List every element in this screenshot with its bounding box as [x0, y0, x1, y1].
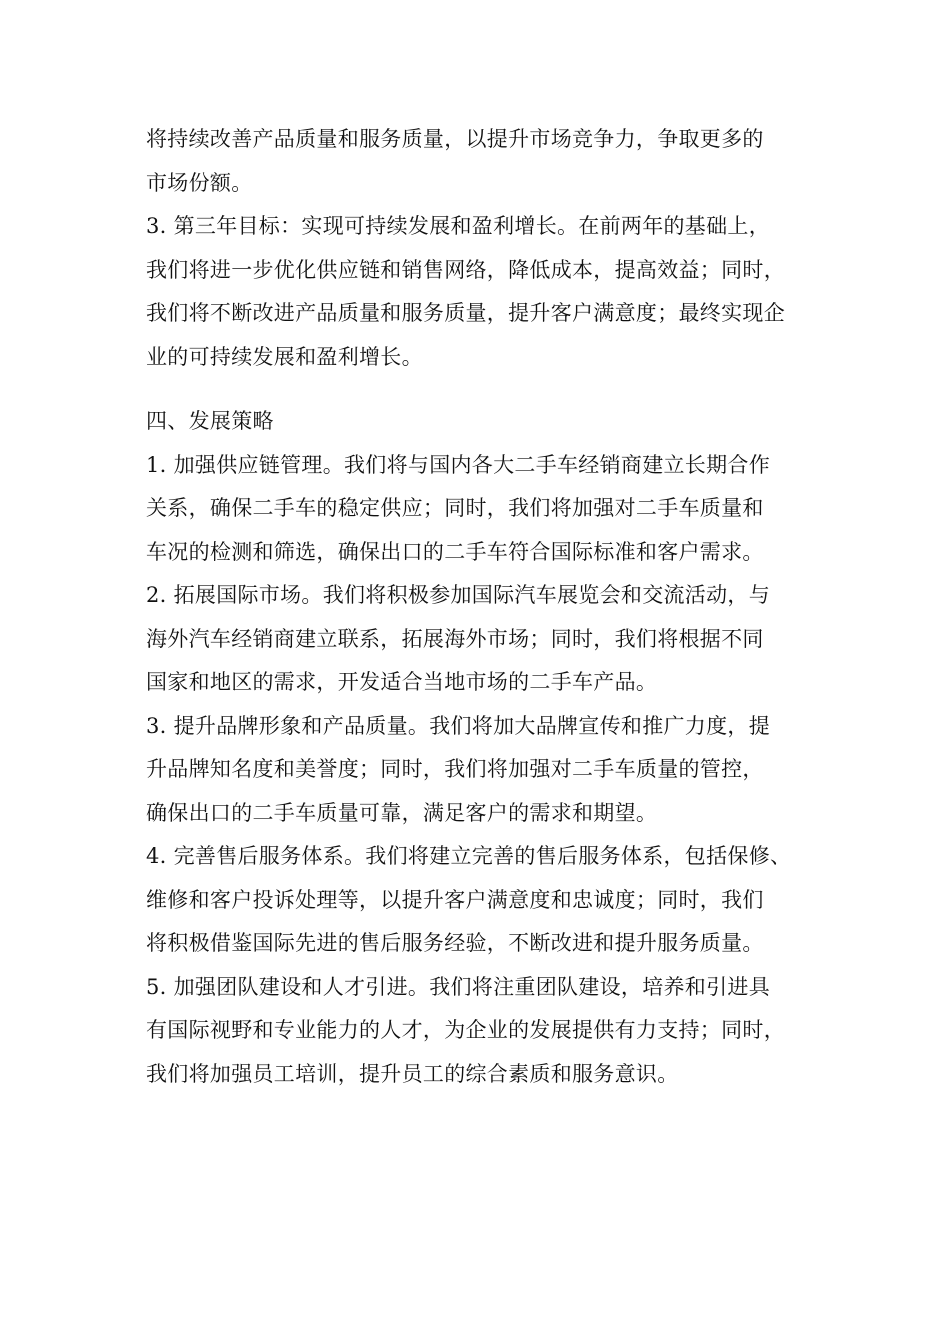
- text-line: 2. 拓展国际市场。我们将积极参加国际汽车展览会和交流活动，与: [146, 583, 771, 607]
- text-line: 3. 提升品牌形象和产品质量。我们将加大品牌宣传和推广力度，提: [146, 713, 771, 738]
- text-line: 车况的检测和筛选，确保出口的二手车符合国际标准和客户需求。: [146, 539, 764, 564]
- text-line: 海外汽车经销商建立联系，拓展海外市场；同时，我们将根据不同: [146, 626, 764, 651]
- text-line: 有国际视野和专业能力的人才，为企业的发展提供有力支持；同时，: [146, 1018, 785, 1042]
- section-heading: 四、发展策略: [146, 409, 274, 433]
- text-line: 1. 加强供应链管理。我们将与国内各大二手车经销商建立长期合作: [146, 452, 771, 477]
- text-line: 确保出口的二手车质量可靠，满足客户的需求和期望。: [146, 800, 658, 825]
- text-line: 关系，确保二手车的稳定供应；同时，我们将加强对二手车质量和: [146, 496, 764, 520]
- text-line: 将持续改善产品质量和服务质量，以提升市场竞争力，争取更多的: [146, 127, 764, 151]
- text-line: 5. 加强团队建设和人才引进。我们将注重团队建设，培养和引进具: [146, 974, 771, 999]
- text-line: 我们将进一步优化供应链和销售网络，降低成本，提高效益；同时，: [146, 257, 785, 282]
- text-line: 升品牌知名度和美誉度；同时，我们将加强对二手车质量的管控，: [146, 757, 764, 781]
- text-line: 将积极借鉴国际先进的售后服务经验，不断改进和提升服务质量。: [146, 931, 764, 955]
- text-line: 业的可持续发展和盈利增长。: [146, 344, 423, 369]
- intro-paragraphs: [146, 118, 818, 379]
- text-line: 3. 第三年目标：实现可持续发展和盈利增长。在前两年的基础上，: [146, 214, 771, 238]
- text-line: 国家和地区的需求，开发适合当地市场的二手车产品。: [146, 670, 658, 694]
- text-line: 我们将不断改进产品质量和服务质量，提升客户满意度；最终实现企: [146, 301, 785, 325]
- strategy-list: [146, 444, 818, 1097]
- text-line: 市场份额。: [146, 170, 253, 195]
- document-body: [146, 118, 818, 1096]
- text-line: 4. 完善售后服务体系。我们将建立完善的售后服务体系，包括保修、: [146, 844, 792, 868]
- text-line: 我们将加强员工培训，提升员工的综合素质和服务意识。: [146, 1061, 679, 1086]
- text-line: 维修和客户投诉处理等，以提升客户满意度和忠诚度；同时，我们: [146, 887, 764, 912]
